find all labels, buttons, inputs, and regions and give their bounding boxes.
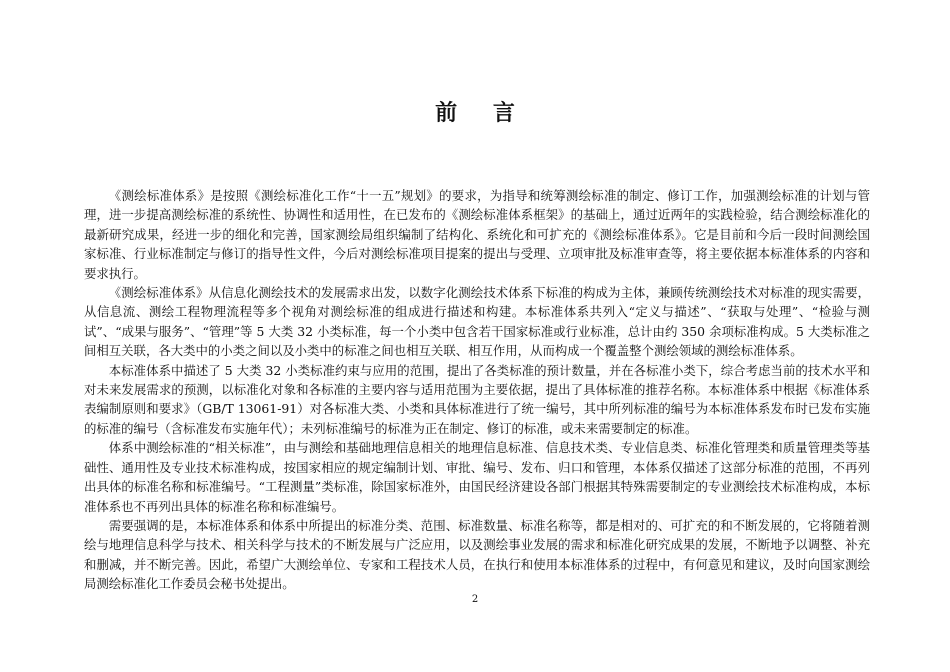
page-title: 前 言 xyxy=(435,100,529,126)
paragraph-2: 《测绘标准体系》从信息化测绘技术的发展需求出发，以数字化测绘技术体系下标准的构成为主体，兼顾传统测绘技术对标准的现实需要，从信息流、测绘工程物理流程等多个视角对测绘标准的组成进行描述和构建。本标准体系共列入“定义与描述”、“获取与处理”、“检验与测试”、“成果与服务”、“管理”等 5 大类 32 小类标准，每一个小类中包含若干国家标准或行业标准，总计由约 350 余项标准构成。5 大类标准之间相互关联，各大类中的小类之间以及小类中的标准之间也相互关联、相互作用，从而构成一个覆盖整个测绘领域的测绘标准体系。 xyxy=(84,285,870,359)
paragraph-4: 体系中测绘标准的“相关标准”，由与测绘和基础地理信息相关的地理信息标准、信息技术类、专业信息类、标准化管理类和质量管理类等基础性、通用性及专业技术标准构成，按国家相应的规定编制计划、审批、编号、发布、归口和管理，本体系仅描述了这部分标准的范围，不再列出具体的标准名称和标准编号。“工程测量”类标准，除国家标准外，由国民经济建设各部门根据其特殊需要制定的专业测绘技术标准构成，本标准体系也不再列出具体的标准名称和标准编号。 xyxy=(84,440,870,514)
preface-body xyxy=(84,186,870,594)
paragraph-3: 本标准体系中描述了 5 大类 32 小类标准约束与应用的范围，提出了各类标准的预计数量，并在各标准小类下，综合考虑当前的技术水平和对未来发展需求的预测，以标准化对象和各标准的主要内容与适用范围为主要依据，提出了具体标准的推荐名称。本标准体系中根据《标准体系表编制原则和要求》（GB/T 13061-91）对各标准大类、小类和具体标准进行了统一编号，其中所列标准的编号为本标准体系发布时已发布实施的标准的编号（含标准发布实施年代）；未列标准编号的标准为正在制定、修订的标准，或未来需要制定的标准。 xyxy=(84,362,870,436)
paragraph-1: 《测绘标准体系》是按照《测绘标准化工作“十一五”规划》的要求，为指导和统筹测绘标准的制定、修订工作，加强测绘标准的计划与管理，进一步提高测绘标准的系统性、协调性和适用性，在已发布的《测绘标准体系框架》的基础上，通过近两年的实践检验，结合测绘标准化的最新研究成果，经进一步的细化和完善，国家测绘局组织编制了结构化、系统化和可扩充的《测绘标准体系》。它是目前和今后一段时间测绘国家标准、行业标准制定与修订的指导性文件，今后对测绘标准项目提案的提出与受理、立项审批及标准审查等，将主要依据本标准体系的内容和要求执行。 xyxy=(84,188,870,281)
paragraph-5: 需要强调的是，本标准体系和体系中所提出的标准分类、范围、标准数量、标准名称等，都是相对的、可扩充的和不断发展的，它将随着测绘与地理信息科学与技术、相关科学与技术的不断发展与广泛应用，以及测绘事业发展的需求和标准化研究成果的发展，不断地予以调整、补充和删减，并不断完善。因此，希望广大测绘单位、专家和工程技术人员，在执行和使用本标准体系的过程中，有何意见和建议，及时向国家测绘局测绘标准化工作委员会秘书处提出。 xyxy=(84,517,870,592)
page-number: 2 xyxy=(471,594,479,605)
